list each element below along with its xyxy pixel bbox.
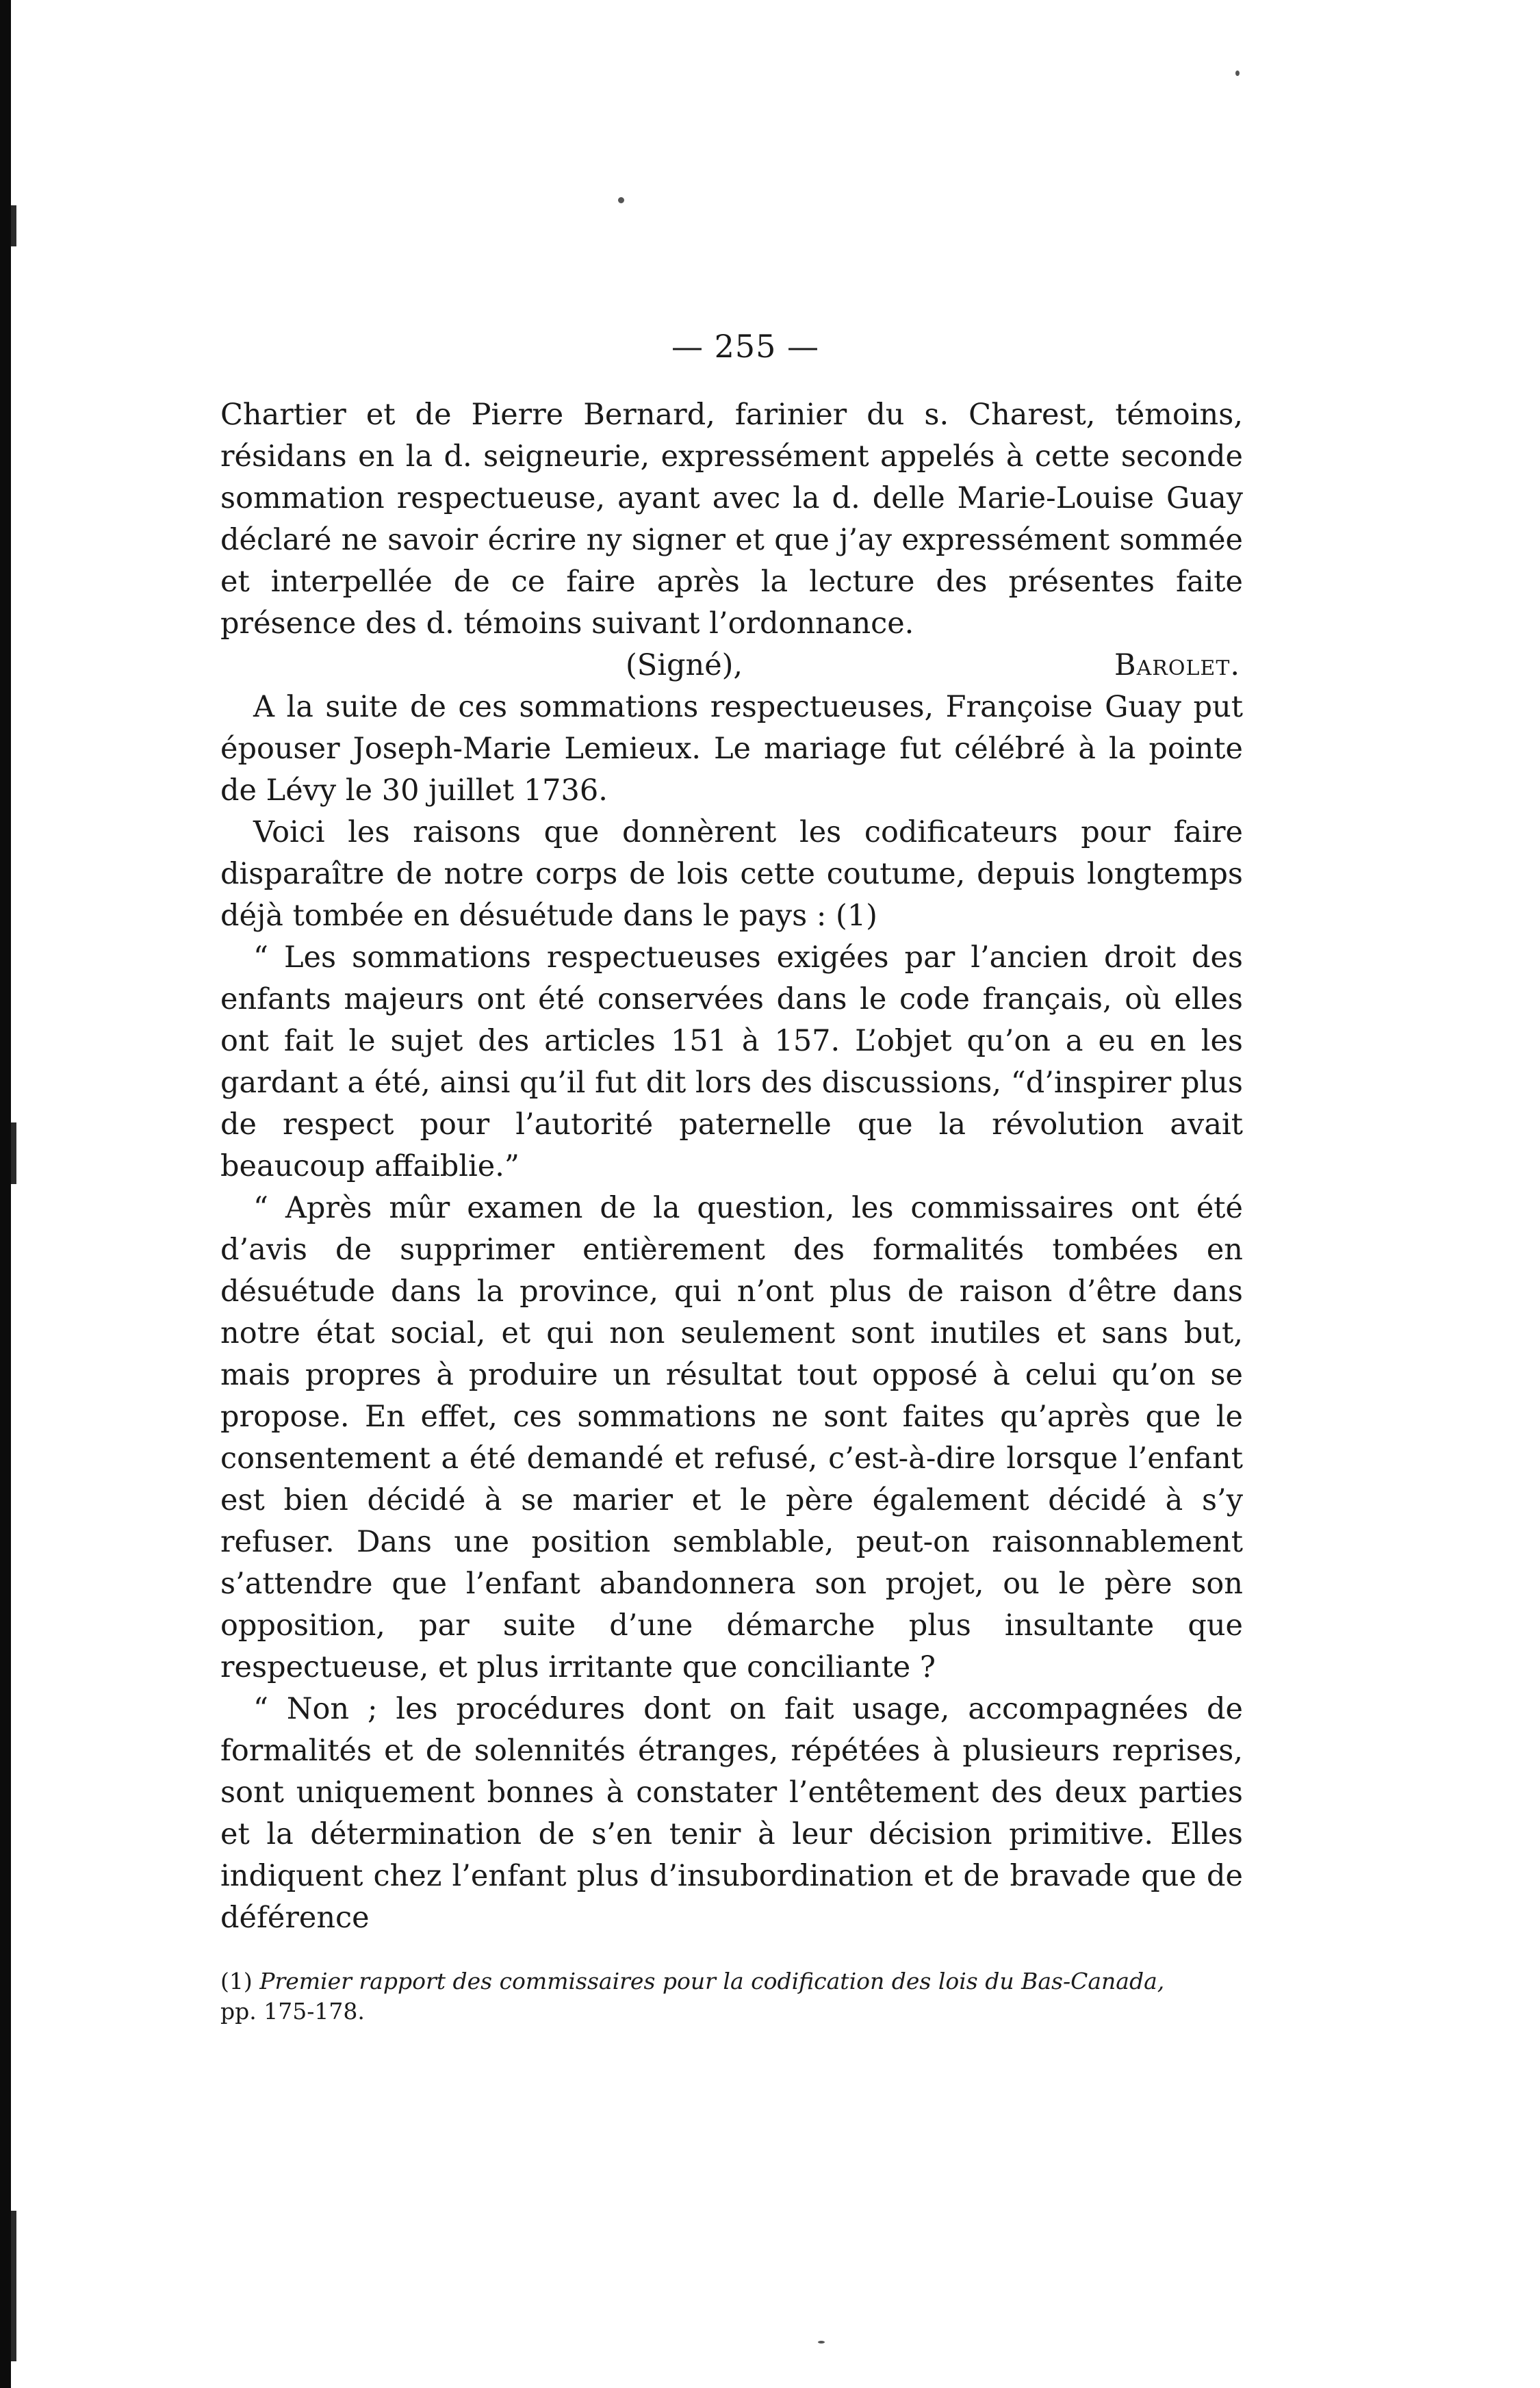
signature-name: Barolet. bbox=[1114, 648, 1240, 682]
paragraph: Voici les raisons que donnèrent les codificateurs pour faire disparaître de notre corps de lois cette coutume, depuis longtemps déjà tombée en désuétude dans le pays : (1) bbox=[220, 815, 1243, 933]
signature-signed: (Signé), bbox=[626, 648, 743, 682]
scan-speck bbox=[1235, 70, 1240, 76]
quote-paragraph: “ Après mûr examen de la question, les commissaires ont été d’avis de supprimer entièrement des formalités tombées en désuétude dans la province, qui n’ont plus de raison d’être dans notre état social, et qui non seulement sont inutiles et sans but, mais propres à produire un résultat tout opposé à celui qu’on se propose. En effet, ces sommations ne sont faites qu’après que le consentement a été demandé et refusé, c’est-à-dire lorsque l’enfant est bien décidé à se marier et le père également décidé à s’y refuser. Dans une position semblable, peut-on raisonnablement s’attendre que l’enfant abandonnera son projet, ou le père son opposition, par suite d’une démarche plus insultante que respectueuse, et plus irritante que conciliante ? bbox=[220, 1191, 1243, 1684]
quote-paragraph: “ Non ; les procédures dont on fait usage, accompagnées de formalités et de solennités étranges, répétées à plusieurs reprises, sont uniquement bonnes à constater l’entêtement des deux parties et la détermination de s’en tenir à leur décision primitive. Elles indiquent chez l’enfant plus d’insubordination et de bravade que de déférence bbox=[220, 1692, 1243, 1935]
document-page bbox=[220, 326, 1243, 2027]
footnote-citation: Premier rapport des commissaires pour la codification des lois du Bas-Canada, bbox=[259, 1968, 1165, 1994]
footnote-pages: pp. 175-178. bbox=[220, 1998, 365, 2025]
page-number: — 255 — bbox=[671, 328, 820, 365]
scan-edge-mark bbox=[11, 205, 16, 246]
signature-line bbox=[220, 645, 1243, 686]
scan-speck bbox=[818, 2341, 825, 2344]
body-text bbox=[220, 394, 1243, 1939]
scan-speck bbox=[618, 197, 624, 203]
paragraph: Chartier et de Pierre Bernard, farinier du s. Charest, témoins, résidans en la d. seigneurie, expressément appelés à cette seconde sommation respectueuse, ayant avec la d. delle Marie-Louise Guay déclaré ne savoir écrire ny signer et que j’ay expressément sommée et interpellée de ce faire après la lecture des présentes faite présence des d. témoins suivant l’ordonnance. bbox=[220, 398, 1243, 641]
scan-edge bbox=[0, 0, 11, 2388]
paragraph: A la suite de ces sommations respectueuses, Françoise Guay put épouser Joseph-Marie Lemieux. Le mariage fut célébré à la pointe de Lévy le 30 juillet 1736. bbox=[220, 690, 1243, 808]
footnote-marker: (1) bbox=[220, 1968, 253, 1994]
scan-edge-mark bbox=[11, 1122, 16, 1184]
footnote bbox=[220, 1958, 1243, 2027]
quote-paragraph: “ Les sommations respectueuses exigées par l’ancien droit des enfants majeurs ont été conservées dans le code français, où elles ont fait le sujet des articles 151 à 157. L’objet qu’on a eu en les gardant a été, ainsi qu’il fut dit lors des discussions, “d’inspirer plus de respect pour l’autorité paternelle que la révolution avait beaucoup affaiblie.” bbox=[220, 940, 1243, 1183]
scan-edge-mark bbox=[11, 2211, 16, 2361]
